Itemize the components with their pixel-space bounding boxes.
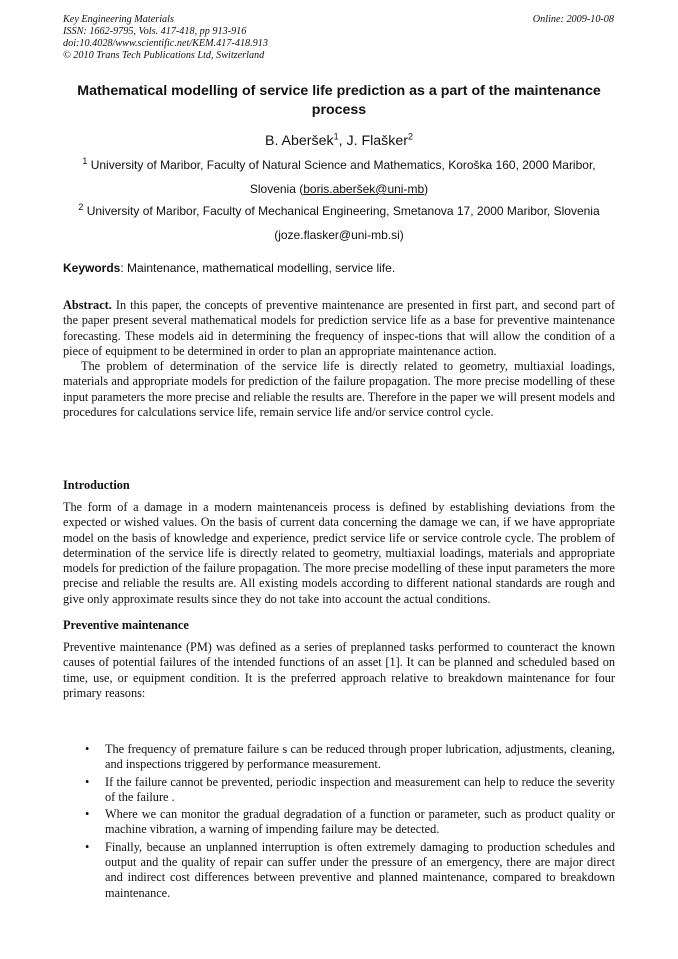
bullet-text: If the failure cannot be prevented, periodic inspection and measurement can help to reduce the severity of the failure . (105, 774, 615, 804)
affiliation-2-text: University of Maribor, Faculty of Mechanical Engineering, Smetanova 17, 2000 Maribor, Slovenia (joze.flasker@uni-mb.si) (86, 204, 600, 242)
author-line (63, 132, 615, 150)
abstract-paragraph-2: The problem of determination of the service life is directly related to geometry, multiaxial loadings, materials and appropriate models for prediction of the failure propagation. The more precise modelling of these input parameters the more precise and reliable the results are. Therefore in the paper we will present models and procedures for calculations service life, remain service life and/or service control cycle. (63, 359, 615, 420)
author-1-sup: 1 (333, 131, 339, 142)
abstract-text-1: In this paper, the concepts of preventive maintenance are presented in first part, and second part of the paper present several mathematical models for prediction service life as a base for preventive maintenance forecasting. These models aid in determining the frequency of inspec-tions that will allow the condition of a piece of equipment to be determined in order to plan an appropriate maintenance action. (63, 298, 615, 358)
bullet-icon: • (85, 742, 90, 756)
bullet-icon: • (85, 774, 90, 789)
abstract-paragraph-1 (63, 298, 615, 359)
keywords-text: : Maintenance, mathematical modelling, service life. (120, 261, 396, 275)
journal-copyright: © 2010 Trans Tech Publications Ltd, Switzerland (63, 50, 265, 61)
online-date: Online: 2009-10-08 (532, 14, 614, 25)
journal-issn: ISSN: 1662-9795, Vols. 417-418, pp 913-916 (63, 26, 247, 37)
preventive-heading: Preventive maintenance (63, 618, 189, 632)
list-item (85, 840, 615, 901)
author-1: B. Aberšek (264, 133, 334, 149)
affiliation-1-sup: 1 (82, 156, 88, 166)
journal-doi: doi:10.4028/www.scientific.net/KEM.417-418.913 (63, 38, 268, 49)
list-item (85, 742, 615, 773)
bullet-text: Where we can monitor the gradual degradation of a function or parameter, such as product quality or machine vibration, a warning of impending failure may be detected. (105, 807, 615, 837)
paper-title: Mathematical modelling of service life prediction as a part of the maintenance process (77, 83, 601, 118)
email-link-1[interactable]: boris.aberšek@uni-mb (303, 182, 425, 196)
affiliation-2 (63, 199, 615, 247)
author-2: J. Flašker (346, 133, 408, 149)
affiliation-2-sup: 2 (78, 202, 84, 212)
affiliation-1-text: University of Maribor, Faculty of Natural Science and Mathematics, Koroška 160, 2000 Maribor, Slovenia ( (90, 158, 596, 196)
author-2-sup: 2 (408, 131, 414, 142)
list-item (85, 775, 615, 806)
introduction-text: The form of a damage in a modern maintenanceis process is defined by establishing deviations from the expected or wished values. On the basis of current data concerning the damage we can, if we have appropriate model on the basis of knowledge and experience, predict service life or service controle cycle. The problem of determination of the service life is directly related to geometry, multiaxial loadings, materials and appropriate models for prediction of the failure propagation. The more precise modelling of these input parameters the more precise and reliable the results are. All existing models according to different national standards are rough and give only approximate results since they do not take into account the actual conditions. (63, 500, 615, 606)
bullet-icon: • (85, 807, 90, 822)
keywords-line (63, 260, 395, 276)
bullet-icon: • (85, 839, 90, 854)
preventive-text: Preventive maintenance (PM) was defined as a series of preplanned tasks performed to counteract the known causes of potential failures of the intended functions of an asset [1]. It can be planned and scheduled based on time, use, or equipment condition. It is the preferred approach relative to breakdown maintenance for four primary reasons: (63, 640, 615, 700)
abstract-section (63, 298, 615, 420)
bullet-list (85, 742, 615, 903)
affiliation-1 (63, 153, 615, 201)
list-item (85, 807, 615, 838)
journal-name: Key Engineering Materials (63, 14, 174, 25)
affiliation-1-close: ) (424, 182, 429, 196)
bullet-text: Finally, because an unplanned interruption is often extremely damaging to production schedules and output and the quality of repair can suffer under the pressure of an emergency, there are major direct and indirect cost differences between preventive and planned maintenance, compared to breakdown maintenance. (105, 839, 615, 900)
bullet-text: The frequency of premature failure s can be reduced through proper lubrication, adjustments, cleaning, and inspections triggered by performance measurement. (105, 742, 615, 772)
keywords-label: Keywords (63, 261, 121, 275)
introduction-heading: Introduction (63, 478, 130, 492)
abstract-label: Abstract. (63, 298, 112, 312)
journal-header (63, 14, 268, 62)
author-separator: , (338, 133, 347, 149)
